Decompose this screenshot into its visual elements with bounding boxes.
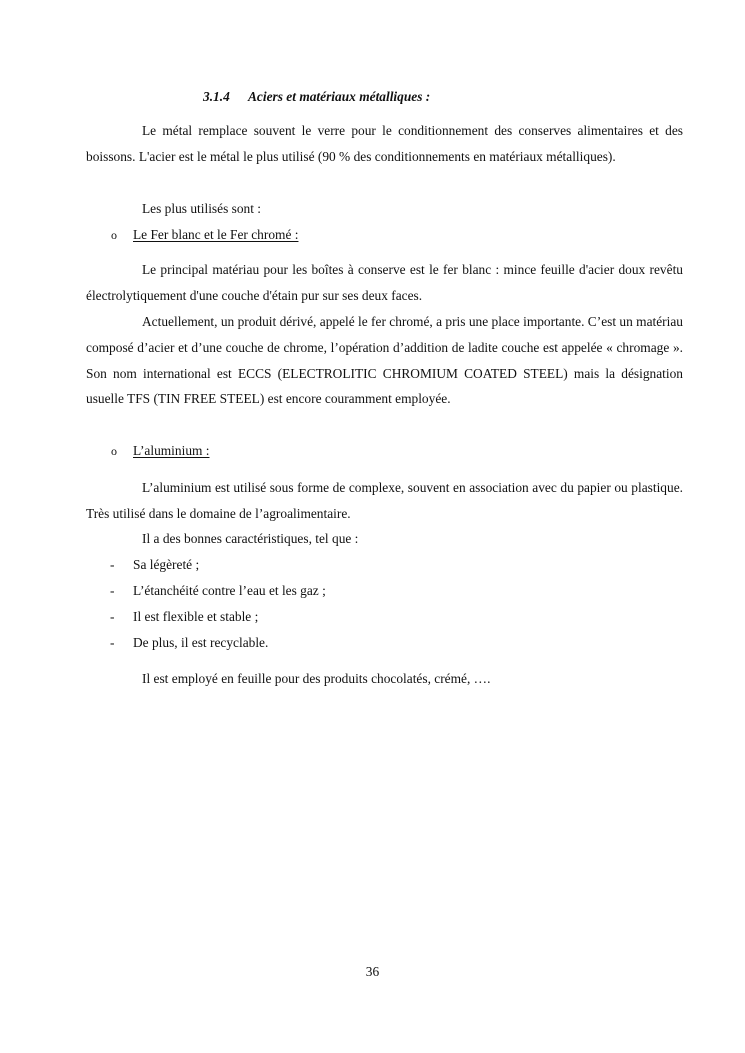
fer-heading: Le Fer blanc et le Fer chromé : bbox=[133, 227, 299, 242]
dash-bullet: - bbox=[110, 609, 115, 624]
list-item bbox=[110, 630, 268, 656]
dash-bullet: - bbox=[110, 583, 115, 598]
list-item-text: L’étanchéité contre l’eau et les gaz ; bbox=[133, 583, 326, 598]
circle-bullet-icon: o bbox=[111, 444, 117, 458]
list-item-text: De plus, il est recyclable. bbox=[133, 635, 269, 650]
intro-paragraph: Le métal remplace souvent le verre pour le conditionnement des conserves alimentaires et des boissons. L'acier est le métal le plus utilisé (90 % des conditionnements en matériaux métalliques). bbox=[86, 123, 683, 164]
alu-lead: Il a des bonnes caractéristiques, tel que : bbox=[142, 531, 359, 546]
page-number: 36 bbox=[365, 964, 380, 979]
section-title: Aciers et matériaux métalliques : bbox=[248, 89, 431, 104]
alu-paragraph: L’aluminium est utilisé sous forme de complexe, souvent en association avec du papier ou plastique. Très utilisé dans le domaine de l’agroalimentaire. bbox=[86, 480, 683, 521]
list-item bbox=[110, 552, 199, 578]
section-number: 3.1.4 bbox=[203, 89, 230, 104]
circle-bullet-icon: o bbox=[111, 228, 117, 242]
fer-heading-item bbox=[111, 222, 298, 249]
list-item bbox=[110, 604, 258, 630]
alu-heading-item bbox=[111, 438, 210, 465]
list-item-text: Sa légèreté ; bbox=[133, 557, 200, 572]
dash-bullet: - bbox=[110, 635, 115, 650]
section-heading bbox=[203, 89, 430, 105]
fer-chrome-paragraph: Actuellement, un produit dérivé, appelé le fer chromé, a pris une place importante. C’est un matériau composé d’acier et d’une couche de chrome, l’opération d’addition de ladite couche est appelée « chromage ». Son nom international est ECCS (ELECTROLITIC CHROMIUM COATED STEEL) mais la désignation usuelle TFS (TIN FREE STEEL) est encore couramment employée. bbox=[86, 314, 683, 407]
alu-closing: Il est employé en feuille pour des produits chocolatés, crémé, …. bbox=[142, 671, 491, 686]
intro-lead: Les plus utilisés sont : bbox=[142, 201, 262, 216]
fer-blanc-paragraph: Le principal matériau pour les boîtes à conserve est le fer blanc : mince feuille d'acier doux revêtu électrolytiquement d'une couche d'étain pur sur ses deux faces. bbox=[86, 262, 683, 303]
dash-bullet: - bbox=[110, 557, 115, 572]
list-item-text: Il est flexible et stable ; bbox=[133, 609, 259, 624]
list-item bbox=[110, 578, 326, 604]
alu-heading: L’aluminium : bbox=[133, 443, 210, 458]
